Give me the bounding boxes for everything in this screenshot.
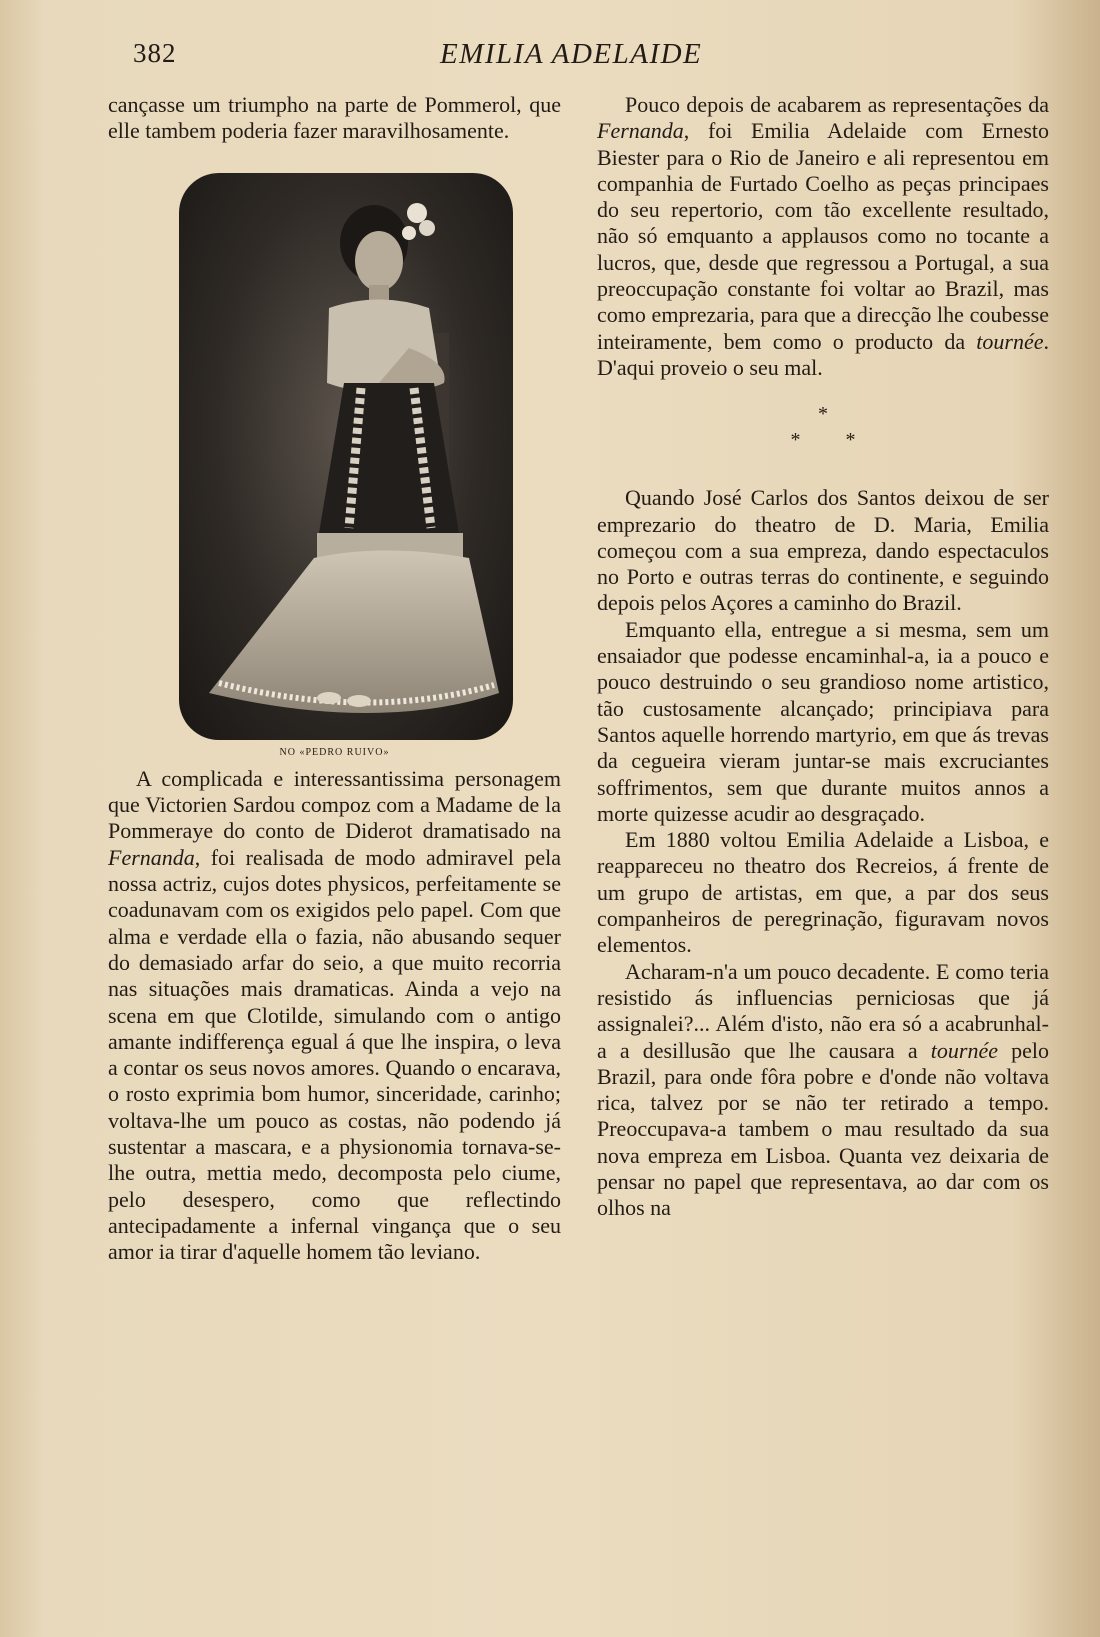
- italic-term: tournée: [976, 328, 1044, 354]
- right-paragraph-4: Em 1880 voltou Emilia Adelaide a Lisboa, e reappareceu no theatro dos Recreios, á frente de um grupo de artistas, em que, a par dos seus companheiros de peregrinação, figuravam novos elementos.: [597, 827, 1049, 958]
- left-column: [108, 92, 561, 1266]
- right-column: [597, 92, 1049, 1222]
- right-paragraph-3: Emquanto ella, entregue a si mesma, sem um ensaiador que podesse encaminhal-a, ia a pouco e pouco destruindo o seu grandioso nome artistico, tão custosamente alcançado; principiava para Santos aquelle horrendo martyrio, em que ás trevas da cegueira vieram juntar-se mais excruciantes soffrimentos, sem que durante muitos annos a morte quizesse acudir ao desgraçado.: [597, 616, 1049, 826]
- page-number: 382: [133, 38, 177, 68]
- asterisk-top: *: [818, 403, 828, 426]
- left-paragraph-1: cançasse um triumpho na parte de Pommerol, que elle tambem poderia fazer maravilhosamente.: [108, 92, 561, 144]
- asterisk-bottom: * *: [790, 429, 856, 452]
- portrait-illustration: [179, 173, 513, 740]
- right-paragraph-2: Quando José Carlos dos Santos deixou de ser emprezario do theatro de D. Maria, Emilia começou com a sua empreza, dando espectaculos no Porto e outras terras do continente, e seguindo depois pelos Açores a caminho do Brazil.: [597, 485, 1049, 616]
- left-paragraph-2: [108, 766, 561, 1266]
- right-paragraph-1: [597, 92, 1049, 381]
- italic-term: tournée: [930, 1037, 998, 1063]
- running-title: EMILIA ADELAIDE: [440, 38, 703, 70]
- portrait-figure: [179, 173, 513, 740]
- text-run: , foi Emilia Adelaide com Ernesto Biester para o Rio de Janeiro e ali representou em companhia de Furtado Coelho as peças principaes do seu repertorio, com tão excellente resultado, não só emquanto a applausos como no tocante a lucros, que, desde que regressou a Portugal, a sua preoccupação constante foi voltar ao Brazil, mas como emprezaria, para que a direcção lhe coubesse inteiramente, bem como o producto da: [597, 118, 1049, 354]
- text-run: pelo Brazil, para onde fôra pobre e d'onde não voltava rica, talvez por se não ter retirado a tempo. Preoccupava-a tambem o mau resultado da sua nova empreza em Lisboa. Quanta vez deixaria de pensar no papel que representava, ao dar com os olhos na: [597, 1037, 1049, 1221]
- text-run: Acharam-n'a um pouco decadente. E como teria resistido ás influencias perniciosas que já assignalei?... Além d'isto, não era só a acabrunhal-a a desillusão que lhe causara a: [597, 958, 1049, 1063]
- figure-caption: NO «PEDRO RUIVO»: [279, 746, 390, 758]
- italic-title: Fernanda: [108, 844, 195, 870]
- italic-title: Fernanda: [597, 118, 684, 144]
- text-run: A complicada e interessantissima personagem que Victorien Sardou compoz com a Madame de la Pommeraye do conto de Diderot dramatisado na: [108, 765, 561, 844]
- right-paragraph-5: [597, 959, 1049, 1222]
- text-run: , foi realisada de modo admiravel pela nossa actriz, cujos dotes physicos, perfeitamente se coadunavam com os exigidos pelo papel. Com que alma e verdade ella o fazia, não abusando sequer do demasiado arfar do seio, a que muito recorria nas situações mais dramaticas. Ainda a vejo na scena em que Clotilde, simulando com o antigo amante indifferença egual á que lhe inspira, o leva a contar os seus novos amores. Quando o encarava, o rosto exprimia bom humor, sinceridade, carinho; voltava-lhe um pouco as costas, não podendo já sustentar a mascara, e a physionomia tornava-se-lhe outra, mettia medo, decomposta pelo ciume, pelo desespero, como que reflectindo antecipadamente a infernal vingança que o seu amor ia tirar d'aquelle homem tão leviano.: [108, 844, 561, 1265]
- section-break: [597, 401, 1049, 453]
- text-run: . D'aqui proveio o seu mal.: [597, 328, 1049, 380]
- text-run: Pouco depois de acabarem as representações da: [625, 92, 1049, 117]
